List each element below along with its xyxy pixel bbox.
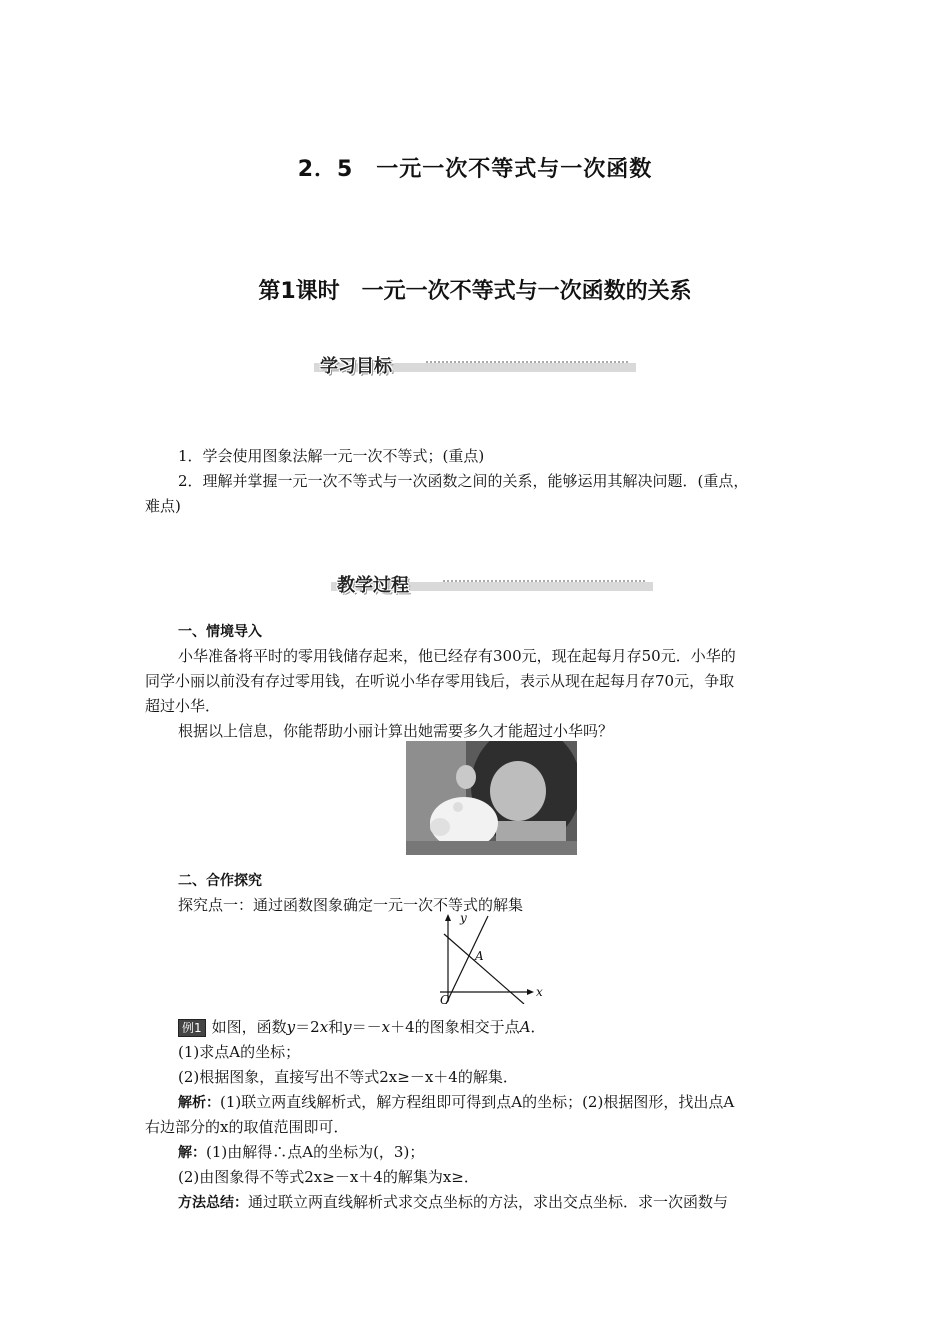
goal-item-2-line2: 难点) bbox=[145, 497, 181, 515]
example-1-statement bbox=[178, 1015, 546, 1039]
goal-item-1: 1．学会使用图象法解一元一次不等式；(重点) bbox=[178, 447, 485, 465]
piggy-bank-photo bbox=[406, 741, 577, 855]
analysis-label: 解析： bbox=[178, 1095, 220, 1111]
example-text: ＝－ bbox=[351, 1018, 382, 1036]
question-2: (2)根据图象，直接写出不等式2x≥－x＋4的解集． bbox=[178, 1068, 518, 1086]
lesson-title: 第1课时 一元一次不等式与一次函数的关系 bbox=[258, 279, 692, 304]
example-var: y bbox=[343, 1018, 352, 1036]
goals-banner bbox=[314, 352, 636, 376]
section1-para1-line1: 小华准备将平时的零用钱储存起来，他已经存有300元，现在起每月存50元．小华的 bbox=[178, 647, 736, 665]
method-text: 通过联立两直线解析式求交点坐标的方法，求出交点坐标．求一次函数与 bbox=[248, 1193, 729, 1211]
question-1: (1)求点A的坐标； bbox=[178, 1043, 301, 1061]
section1-para2: 根据以上信息，你能帮助小丽计算出她需要多久才能超过小华吗？ bbox=[178, 722, 614, 740]
goal-item-2-line1: 2．理解并掌握一元一次不等式与一次函数之间的关系，能够运用其解决问题．(重点， bbox=[178, 472, 749, 490]
solution-text: (1)由解得∴点A的坐标为(，3)； bbox=[206, 1143, 425, 1161]
example-text: ＋4的图象相交于点 bbox=[390, 1018, 520, 1036]
goals-banner-label: 学习目标 bbox=[320, 356, 392, 377]
graph-origin-label: O bbox=[440, 993, 450, 1004]
solution-line1 bbox=[178, 1140, 424, 1165]
section2-heading: 二、合作探究 bbox=[178, 873, 262, 889]
function-graph bbox=[430, 912, 550, 1004]
chapter-title: 2．5 一元一次不等式与一次函数 bbox=[297, 157, 653, 182]
example-text: 和 bbox=[328, 1018, 344, 1036]
explore-point-1: 探究点一：通过函数图象确定一元一次不等式的解集 bbox=[178, 896, 524, 914]
example-text: ． bbox=[530, 1018, 546, 1036]
process-banner bbox=[331, 571, 653, 595]
method-label: 方法总结： bbox=[178, 1195, 248, 1211]
method-summary bbox=[178, 1190, 728, 1215]
example-text: ＝2 bbox=[295, 1018, 320, 1036]
graph-point-a-label: A bbox=[475, 949, 484, 963]
example-var: A bbox=[519, 1018, 531, 1036]
photo-illustration bbox=[406, 741, 577, 855]
section1-para1-line2: 同学小丽以前没有存过零用钱，在听说小华存零用钱后，表示从现在起每月存70元，争取 bbox=[145, 672, 735, 690]
example-var: y bbox=[286, 1018, 296, 1036]
graph-y-label: y bbox=[460, 912, 467, 925]
example-tag: 例1 bbox=[178, 1019, 206, 1037]
analysis-line2: 右边部分的x的取值范围即可． bbox=[145, 1118, 349, 1136]
banner-dots bbox=[443, 580, 645, 585]
solution-line2: (2)由图象得不等式2x≥－x＋4的解集为x≥． bbox=[178, 1168, 479, 1186]
analysis-text: (1)联立两直线解析式，解方程组即可得到点A的坐标；(2)根据图形，找出点A bbox=[220, 1093, 735, 1111]
graph-x-label: x bbox=[536, 985, 543, 999]
section1-heading: 一、情境导入 bbox=[178, 624, 262, 640]
solution-label: 解： bbox=[178, 1145, 206, 1161]
section1-para1-line3: 超过小华． bbox=[145, 697, 221, 715]
example-text: 如图，函数 bbox=[211, 1018, 287, 1036]
analysis-line1 bbox=[178, 1090, 734, 1115]
banner-dots bbox=[426, 361, 628, 366]
process-banner-label: 教学过程 bbox=[337, 575, 409, 596]
example-var: x bbox=[381, 1018, 391, 1036]
example-var: x bbox=[319, 1018, 329, 1036]
